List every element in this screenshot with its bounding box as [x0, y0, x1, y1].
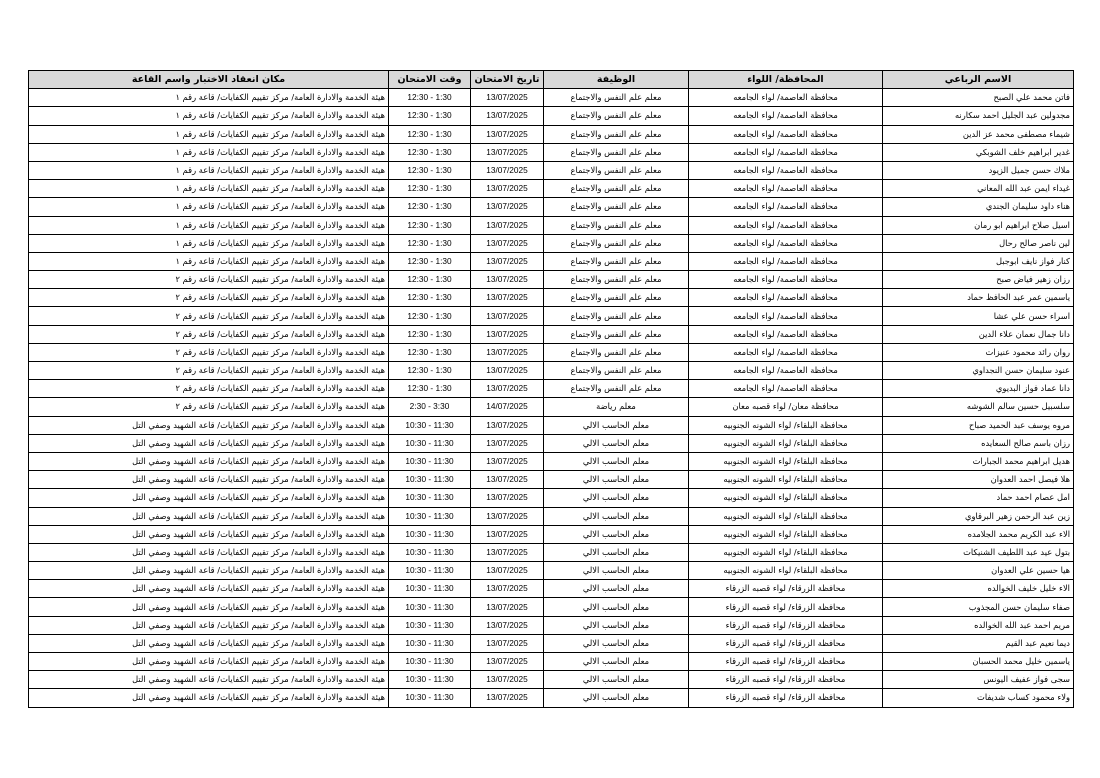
cell-exam-location: هيئة الخدمة والادارة العامة/ مركز تقييم الكفايات/ قاعة رقم ١ [29, 252, 389, 270]
cell-exam-date: 13/07/2025 [471, 580, 544, 598]
cell-exam-location: هيئة الخدمة والادارة العامة/ مركز تقييم الكفايات/ قاعة رقم ١ [29, 143, 389, 161]
table-row [29, 343, 1074, 361]
cell-full-name: هناء داود سليمان الجندي [883, 198, 1074, 216]
cell-governorate-district: محافظة العاصمة/ لواء الجامعه [689, 252, 883, 270]
table-row [29, 271, 1074, 289]
cell-full-name: هلا فيصل احمد العدوان [883, 471, 1074, 489]
cell-exam-time: 10:30 - 11:30 [389, 452, 471, 470]
cell-exam-date: 13/07/2025 [471, 325, 544, 343]
cell-exam-time: 10:30 - 11:30 [389, 416, 471, 434]
cell-exam-date: 13/07/2025 [471, 252, 544, 270]
cell-exam-time: 12:30 - 1:30 [389, 125, 471, 143]
table-row [29, 416, 1074, 434]
cell-exam-time: 12:30 - 1:30 [389, 380, 471, 398]
cell-exam-location: هيئة الخدمة والادارة العامة/ مركز تقييم الكفايات/ قاعة الشهيد وصفي التل [29, 471, 389, 489]
cell-exam-date: 13/07/2025 [471, 689, 544, 707]
cell-full-name: زين عبد الرحمن زهير البرقاوي [883, 507, 1074, 525]
exam-schedule-sheet [28, 70, 1073, 708]
table-row [29, 216, 1074, 234]
cell-exam-location: هيئة الخدمة والادارة العامة/ مركز تقييم الكفايات/ قاعة الشهيد وصفي التل [29, 525, 389, 543]
cell-exam-location: هيئة الخدمة والادارة العامة/ مركز تقييم الكفايات/ قاعة الشهيد وصفي التل [29, 671, 389, 689]
cell-exam-date: 13/07/2025 [471, 452, 544, 470]
cell-governorate-district: محافظة العاصمة/ لواء الجامعه [689, 216, 883, 234]
cell-full-name: هديل ابراهيم محمد الجبارات [883, 452, 1074, 470]
cell-full-name: روان رائد محمود عنيزات [883, 343, 1074, 361]
cell-governorate-district: محافظة العاصمة/ لواء الجامعه [689, 198, 883, 216]
cell-job-title: معلم الحاسب الالي [544, 634, 689, 652]
cell-job-title: معلم الحاسب الالي [544, 671, 689, 689]
cell-governorate-district: محافظة العاصمة/ لواء الجامعه [689, 143, 883, 161]
table-row [29, 252, 1074, 270]
cell-governorate-district: محافظة الزرقاء/ لواء قصبه الزرقاء [689, 634, 883, 652]
table-body [29, 89, 1074, 707]
cell-full-name: صفاء سليمان حسن المجذوب [883, 598, 1074, 616]
table-row [29, 89, 1074, 107]
cell-exam-location: هيئة الخدمة والادارة العامة/ مركز تقييم الكفايات/ قاعة الشهيد وصفي التل [29, 634, 389, 652]
cell-exam-date: 13/07/2025 [471, 471, 544, 489]
cell-governorate-district: محافظة العاصمة/ لواء الجامعه [689, 180, 883, 198]
cell-exam-time: 12:30 - 1:30 [389, 89, 471, 107]
cell-exam-time: 10:30 - 11:30 [389, 543, 471, 561]
cell-job-title: معلم علم النفس والاجتماع [544, 125, 689, 143]
cell-full-name: كنار فواز نايف ابوجبل [883, 252, 1074, 270]
table-row [29, 180, 1074, 198]
table-row [29, 562, 1074, 580]
cell-job-title: معلم علم النفس والاجتماع [544, 289, 689, 307]
cell-governorate-district: محافظة البلقاء/ لواء الشونه الجنوبيه [689, 452, 883, 470]
cell-job-title: معلم علم النفس والاجتماع [544, 307, 689, 325]
cell-exam-location: هيئة الخدمة والادارة العامة/ مركز تقييم الكفايات/ قاعة رقم ١ [29, 180, 389, 198]
cell-exam-date: 13/07/2025 [471, 634, 544, 652]
table-row [29, 525, 1074, 543]
cell-exam-location: هيئة الخدمة والادارة العامة/ مركز تقييم الكفايات/ قاعة الشهيد وصفي التل [29, 434, 389, 452]
cell-governorate-district: محافظة البلقاء/ لواء الشونه الجنوبيه [689, 525, 883, 543]
cell-exam-date: 13/07/2025 [471, 380, 544, 398]
cell-job-title: معلم علم النفس والاجتماع [544, 362, 689, 380]
cell-full-name: اسراء حسن علي عشا [883, 307, 1074, 325]
cell-governorate-district: محافظة الزرقاء/ لواء قصبه الزرقاء [689, 671, 883, 689]
cell-governorate-district: محافظة العاصمة/ لواء الجامعه [689, 89, 883, 107]
cell-exam-date: 13/07/2025 [471, 289, 544, 307]
cell-exam-time: 12:30 - 1:30 [389, 216, 471, 234]
cell-job-title: معلم الحاسب الالي [544, 471, 689, 489]
cell-exam-date: 13/07/2025 [471, 107, 544, 125]
cell-governorate-district: محافظة البلقاء/ لواء الشونه الجنوبيه [689, 562, 883, 580]
cell-full-name: ملاك حسن جميل الزيود [883, 161, 1074, 179]
header-full-name: الاسم الرباعي [883, 71, 1074, 89]
table-row [29, 653, 1074, 671]
cell-exam-time: 10:30 - 11:30 [389, 507, 471, 525]
cell-governorate-district: محافظة العاصمة/ لواء الجامعه [689, 343, 883, 361]
cell-exam-location: هيئة الخدمة والادارة العامة/ مركز تقييم الكفايات/ قاعة الشهيد وصفي التل [29, 489, 389, 507]
cell-exam-date: 13/07/2025 [471, 143, 544, 161]
cell-full-name: دانا عماد فواز البديوي [883, 380, 1074, 398]
cell-exam-time: 12:30 - 1:30 [389, 289, 471, 307]
table-row [29, 125, 1074, 143]
cell-full-name: اسيل صلاح ابراهيم ابو رمان [883, 216, 1074, 234]
cell-exam-date: 13/07/2025 [471, 362, 544, 380]
cell-full-name: هيا حسين علي العدوان [883, 562, 1074, 580]
cell-exam-location: هيئة الخدمة والادارة العامة/ مركز تقييم الكفايات/ قاعة رقم ٢ [29, 289, 389, 307]
cell-exam-time: 10:30 - 11:30 [389, 562, 471, 580]
exam-schedule-table [28, 70, 1074, 708]
cell-full-name: الاء خليل خليف الخوالده [883, 580, 1074, 598]
cell-exam-location: هيئة الخدمة والادارة العامة/ مركز تقييم الكفايات/ قاعة الشهيد وصفي التل [29, 452, 389, 470]
cell-full-name: ولاء محمود كساب شديفات [883, 689, 1074, 707]
cell-full-name: لين ناصر صالح رحال [883, 234, 1074, 252]
cell-governorate-district: محافظة العاصمة/ لواء الجامعه [689, 362, 883, 380]
cell-governorate-district: محافظة العاصمة/ لواء الجامعه [689, 234, 883, 252]
cell-governorate-district: محافظة الزرقاء/ لواء قصبه الزرقاء [689, 689, 883, 707]
cell-job-title: معلم علم النفس والاجتماع [544, 325, 689, 343]
cell-job-title: معلم الحاسب الالي [544, 562, 689, 580]
cell-job-title: معلم الحاسب الالي [544, 434, 689, 452]
cell-full-name: غيداء ايمن عبد الله المعاني [883, 180, 1074, 198]
cell-exam-date: 13/07/2025 [471, 216, 544, 234]
table-row [29, 143, 1074, 161]
cell-exam-location: هيئة الخدمة والادارة العامة/ مركز تقييم الكفايات/ قاعة الشهيد وصفي التل [29, 598, 389, 616]
cell-exam-location: هيئة الخدمة والادارة العامة/ مركز تقييم الكفايات/ قاعة رقم ١ [29, 125, 389, 143]
cell-job-title: معلم علم النفس والاجتماع [544, 180, 689, 198]
cell-job-title: معلم الحاسب الالي [544, 616, 689, 634]
cell-job-title: معلم علم النفس والاجتماع [544, 271, 689, 289]
cell-job-title: معلم الحاسب الالي [544, 507, 689, 525]
cell-governorate-district: محافظة الزرقاء/ لواء قصبه الزرقاء [689, 653, 883, 671]
cell-exam-time: 12:30 - 1:30 [389, 343, 471, 361]
table-row [29, 689, 1074, 707]
header-job-title: الوظيفة [544, 71, 689, 89]
cell-governorate-district: محافظة العاصمة/ لواء الجامعه [689, 125, 883, 143]
cell-exam-date: 13/07/2025 [471, 598, 544, 616]
cell-governorate-district: محافظة معان/ لواء قصبه معان [689, 398, 883, 416]
cell-exam-date: 13/07/2025 [471, 89, 544, 107]
cell-job-title: معلم علم النفس والاجتماع [544, 143, 689, 161]
header-exam-date: تاريخ الامتحان [471, 71, 544, 89]
cell-exam-time: 10:30 - 11:30 [389, 653, 471, 671]
cell-exam-time: 10:30 - 11:30 [389, 689, 471, 707]
cell-exam-time: 10:30 - 11:30 [389, 671, 471, 689]
cell-full-name: الاء عبد الكريم محمد الجلامده [883, 525, 1074, 543]
cell-exam-date: 13/07/2025 [471, 125, 544, 143]
table-row [29, 325, 1074, 343]
cell-job-title: معلم الحاسب الالي [544, 543, 689, 561]
cell-job-title: معلم الحاسب الالي [544, 452, 689, 470]
cell-governorate-district: محافظة البلقاء/ لواء الشونه الجنوبيه [689, 416, 883, 434]
cell-exam-time: 12:30 - 1:30 [389, 198, 471, 216]
cell-exam-time: 12:30 - 1:30 [389, 107, 471, 125]
cell-governorate-district: محافظة العاصمة/ لواء الجامعه [689, 289, 883, 307]
cell-exam-date: 13/07/2025 [471, 307, 544, 325]
cell-exam-date: 13/07/2025 [471, 507, 544, 525]
cell-exam-time: 10:30 - 11:30 [389, 616, 471, 634]
cell-exam-date: 13/07/2025 [471, 562, 544, 580]
cell-exam-date: 13/07/2025 [471, 198, 544, 216]
table-row [29, 598, 1074, 616]
cell-exam-location: هيئة الخدمة والادارة العامة/ مركز تقييم الكفايات/ قاعة رقم ١ [29, 198, 389, 216]
cell-exam-time: 12:30 - 1:30 [389, 143, 471, 161]
cell-governorate-district: محافظة العاصمة/ لواء الجامعه [689, 107, 883, 125]
table-row [29, 161, 1074, 179]
cell-full-name: فاتن محمد علي الصبح [883, 89, 1074, 107]
header-exam-time: وقت الامتحان [389, 71, 471, 89]
cell-full-name: دانا جمال نعمان علاء الدين [883, 325, 1074, 343]
cell-governorate-district: محافظة البلقاء/ لواء الشونه الجنوبيه [689, 434, 883, 452]
cell-full-name: عنود سليمان حسن النجداوي [883, 362, 1074, 380]
cell-job-title: معلم الحاسب الالي [544, 653, 689, 671]
table-row [29, 634, 1074, 652]
cell-exam-location: هيئة الخدمة والادارة العامة/ مركز تقييم الكفايات/ قاعة رقم ٢ [29, 362, 389, 380]
table-row [29, 234, 1074, 252]
table-row [29, 107, 1074, 125]
cell-full-name: غدير ابراهيم خلف الشوبكي [883, 143, 1074, 161]
cell-exam-location: هيئة الخدمة والادارة العامة/ مركز تقييم الكفايات/ قاعة الشهيد وصفي التل [29, 580, 389, 598]
cell-job-title: معلم علم النفس والاجتماع [544, 234, 689, 252]
cell-exam-time: 12:30 - 1:30 [389, 271, 471, 289]
cell-full-name: امل عصام احمد حماد [883, 489, 1074, 507]
cell-governorate-district: محافظة البلقاء/ لواء الشونه الجنوبيه [689, 507, 883, 525]
cell-exam-time: 12:30 - 1:30 [389, 307, 471, 325]
table-header-row [29, 71, 1074, 89]
cell-exam-location: هيئة الخدمة والادارة العامة/ مركز تقييم الكفايات/ قاعة الشهيد وصفي التل [29, 543, 389, 561]
cell-governorate-district: محافظة البلقاء/ لواء الشونه الجنوبيه [689, 489, 883, 507]
cell-job-title: معلم الحاسب الالي [544, 489, 689, 507]
cell-exam-date: 13/07/2025 [471, 271, 544, 289]
cell-exam-time: 10:30 - 11:30 [389, 580, 471, 598]
cell-exam-date: 13/07/2025 [471, 525, 544, 543]
cell-exam-location: هيئة الخدمة والادارة العامة/ مركز تقييم الكفايات/ قاعة رقم ٢ [29, 307, 389, 325]
table-row [29, 307, 1074, 325]
table-row [29, 543, 1074, 561]
cell-job-title: معلم علم النفس والاجتماع [544, 198, 689, 216]
cell-full-name: بتول عيد عبد اللطيف الشنيكات [883, 543, 1074, 561]
cell-exam-date: 13/07/2025 [471, 180, 544, 198]
cell-exam-time: 12:30 - 1:30 [389, 180, 471, 198]
cell-full-name: رزان زهير فياض صبح [883, 271, 1074, 289]
cell-full-name: ياسمين خليل محمد الحسبان [883, 653, 1074, 671]
cell-exam-date: 13/07/2025 [471, 416, 544, 434]
cell-exam-date: 13/07/2025 [471, 234, 544, 252]
cell-governorate-district: محافظة البلقاء/ لواء الشونه الجنوبيه [689, 543, 883, 561]
cell-exam-date: 13/07/2025 [471, 616, 544, 634]
cell-exam-date: 13/07/2025 [471, 343, 544, 361]
cell-exam-location: هيئة الخدمة والادارة العامة/ مركز تقييم الكفايات/ قاعة الشهيد وصفي التل [29, 562, 389, 580]
cell-exam-time: 12:30 - 1:30 [389, 234, 471, 252]
cell-exam-time: 10:30 - 11:30 [389, 598, 471, 616]
cell-exam-location: هيئة الخدمة والادارة العامة/ مركز تقييم الكفايات/ قاعة الشهيد وصفي التل [29, 416, 389, 434]
cell-exam-date: 14/07/2025 [471, 398, 544, 416]
cell-exam-time: 10:30 - 11:30 [389, 489, 471, 507]
cell-full-name: سلسبيل حسين سالم الشوشه [883, 398, 1074, 416]
cell-exam-time: 12:30 - 1:30 [389, 252, 471, 270]
cell-exam-location: هيئة الخدمة والادارة العامة/ مركز تقييم الكفايات/ قاعة رقم ١ [29, 216, 389, 234]
table-row [29, 452, 1074, 470]
cell-full-name: رزان باسم صالح السعايده [883, 434, 1074, 452]
cell-job-title: معلم علم النفس والاجتماع [544, 343, 689, 361]
table-row [29, 398, 1074, 416]
cell-full-name: ديما نعيم عبد القيم [883, 634, 1074, 652]
cell-governorate-district: محافظة البلقاء/ لواء الشونه الجنوبيه [689, 471, 883, 489]
cell-exam-time: 2:30 - 3:30 [389, 398, 471, 416]
cell-governorate-district: محافظة الزرقاء/ لواء قصبه الزرقاء [689, 616, 883, 634]
cell-exam-location: هيئة الخدمة والادارة العامة/ مركز تقييم الكفايات/ قاعة الشهيد وصفي التل [29, 689, 389, 707]
table-row [29, 289, 1074, 307]
cell-exam-location: هيئة الخدمة والادارة العامة/ مركز تقييم الكفايات/ قاعة رقم ١ [29, 89, 389, 107]
cell-job-title: معلم علم النفس والاجتماع [544, 89, 689, 107]
cell-exam-date: 13/07/2025 [471, 543, 544, 561]
cell-exam-location: هيئة الخدمة والادارة العامة/ مركز تقييم الكفايات/ قاعة الشهيد وصفي التل [29, 616, 389, 634]
cell-job-title: معلم علم النفس والاجتماع [544, 252, 689, 270]
table-row [29, 362, 1074, 380]
cell-governorate-district: محافظة العاصمة/ لواء الجامعه [689, 325, 883, 343]
cell-governorate-district: محافظة العاصمة/ لواء الجامعه [689, 161, 883, 179]
cell-exam-date: 13/07/2025 [471, 434, 544, 452]
header-exam-location: مكان انعقاد الاختبار واسم القاعة [29, 71, 389, 89]
cell-governorate-district: محافظة العاصمة/ لواء الجامعه [689, 307, 883, 325]
table-row [29, 380, 1074, 398]
header-governorate-district: المحافظة/ اللواء [689, 71, 883, 89]
cell-governorate-district: محافظة العاصمة/ لواء الجامعه [689, 271, 883, 289]
cell-job-title: معلم علم النفس والاجتماع [544, 216, 689, 234]
cell-exam-date: 13/07/2025 [471, 653, 544, 671]
cell-governorate-district: محافظة الزرقاء/ لواء قصبه الزرقاء [689, 580, 883, 598]
cell-governorate-district: محافظة العاصمة/ لواء الجامعه [689, 380, 883, 398]
cell-exam-time: 10:30 - 11:30 [389, 434, 471, 452]
cell-job-title: معلم الحاسب الالي [544, 598, 689, 616]
cell-job-title: معلم علم النفس والاجتماع [544, 161, 689, 179]
cell-job-title: معلم علم النفس والاجتماع [544, 380, 689, 398]
table-row [29, 198, 1074, 216]
cell-exam-time: 12:30 - 1:30 [389, 362, 471, 380]
cell-full-name: سجى فواز عفيف اليونس [883, 671, 1074, 689]
cell-full-name: ياسمين عمر عبد الحافظ حماد [883, 289, 1074, 307]
cell-exam-time: 10:30 - 11:30 [389, 525, 471, 543]
table-row [29, 616, 1074, 634]
cell-exam-date: 13/07/2025 [471, 161, 544, 179]
cell-exam-location: هيئة الخدمة والادارة العامة/ مركز تقييم الكفايات/ قاعة رقم ٢ [29, 398, 389, 416]
table-row [29, 434, 1074, 452]
cell-job-title: معلم الحاسب الالي [544, 580, 689, 598]
cell-exam-date: 13/07/2025 [471, 489, 544, 507]
cell-full-name: شيماء مصطفى محمد عز الدين [883, 125, 1074, 143]
cell-exam-location: هيئة الخدمة والادارة العامة/ مركز تقييم الكفايات/ قاعة رقم ٢ [29, 271, 389, 289]
cell-exam-date: 13/07/2025 [471, 671, 544, 689]
cell-job-title: معلم رياضة [544, 398, 689, 416]
cell-job-title: معلم علم النفس والاجتماع [544, 107, 689, 125]
cell-job-title: معلم الحاسب الالي [544, 689, 689, 707]
table-row [29, 507, 1074, 525]
table-row [29, 489, 1074, 507]
cell-job-title: معلم الحاسب الالي [544, 416, 689, 434]
cell-full-name: مجدولين عبد الجليل احمد سكارنه [883, 107, 1074, 125]
cell-exam-location: هيئة الخدمة والادارة العامة/ مركز تقييم الكفايات/ قاعة الشهيد وصفي التل [29, 653, 389, 671]
cell-exam-location: هيئة الخدمة والادارة العامة/ مركز تقييم الكفايات/ قاعة رقم ٢ [29, 380, 389, 398]
cell-governorate-district: محافظة الزرقاء/ لواء قصبه الزرقاء [689, 598, 883, 616]
table-row [29, 471, 1074, 489]
cell-full-name: مريم احمد عبد الله الخوالده [883, 616, 1074, 634]
cell-exam-location: هيئة الخدمة والادارة العامة/ مركز تقييم الكفايات/ قاعة رقم ٢ [29, 325, 389, 343]
cell-exam-location: هيئة الخدمة والادارة العامة/ مركز تقييم الكفايات/ قاعة الشهيد وصفي التل [29, 507, 389, 525]
cell-exam-time: 12:30 - 1:30 [389, 161, 471, 179]
cell-exam-location: هيئة الخدمة والادارة العامة/ مركز تقييم الكفايات/ قاعة رقم ١ [29, 234, 389, 252]
table-row [29, 580, 1074, 598]
cell-exam-time: 10:30 - 11:30 [389, 471, 471, 489]
cell-full-name: مروه يوسف عبد الحميد صباح [883, 416, 1074, 434]
cell-exam-location: هيئة الخدمة والادارة العامة/ مركز تقييم الكفايات/ قاعة رقم ١ [29, 107, 389, 125]
cell-exam-time: 10:30 - 11:30 [389, 634, 471, 652]
table-row [29, 671, 1074, 689]
cell-exam-location: هيئة الخدمة والادارة العامة/ مركز تقييم الكفايات/ قاعة رقم ٢ [29, 343, 389, 361]
cell-exam-time: 12:30 - 1:30 [389, 325, 471, 343]
cell-job-title: معلم الحاسب الالي [544, 525, 689, 543]
cell-exam-location: هيئة الخدمة والادارة العامة/ مركز تقييم الكفايات/ قاعة رقم ١ [29, 161, 389, 179]
